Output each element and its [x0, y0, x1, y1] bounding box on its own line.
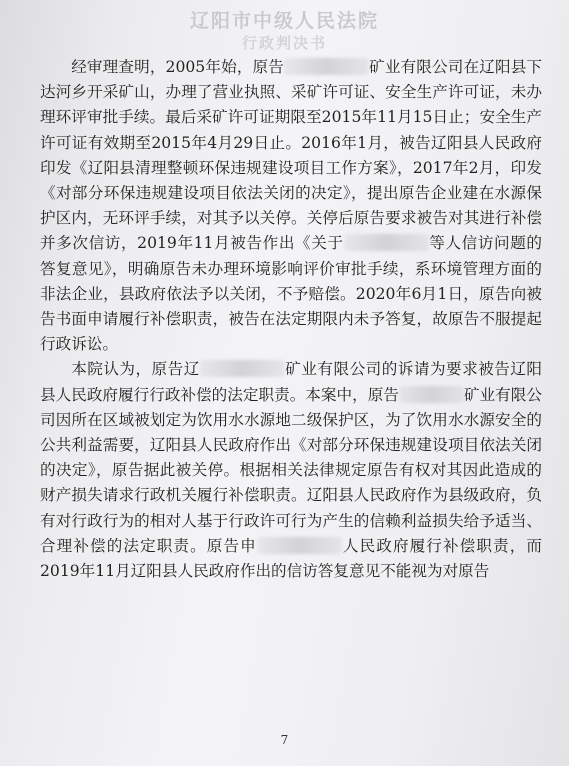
text-segment: 等人信访问题的答复意见》，明确原告未办理环境影响评价审批手续，系环境管理方面的非法企业，县政府依法予以关闭，不予赔偿。2020年6月1日，原告向被告书面申请履行补偿职责，被告在法定期限内未予答复，故原告不服提起行政诉讼。	[40, 234, 542, 354]
text-segment: 矿业有限公司在辽阳县下达河乡开采矿山，办理了营业执照、采矿许可证、安全生产许可证，未办理环评审批手续。最后采矿许可证期限至2015年11月15日止；安全生产许可证有效期至2015年4月29日止。2016年1月，被告辽阳县人民政府印发《辽阳县清理整顿环保违规建设项目工作方案》，2017年2月，印发《对部分环保违规建设项目依法关闭的决定》，提出原告企业建在水源保护区内，无环评手续，对其予以关停。关停后原告要求被告对其进行补偿并多次信访，2019年11月被告作出《关于	[40, 58, 542, 253]
redaction-blur	[257, 537, 342, 554]
text-segment: 经审理查明，2005年始，原告	[71, 58, 284, 76]
faded-document-title: 行政判决书	[241, 34, 327, 52]
redaction-blur	[344, 234, 429, 251]
page-number: 7	[280, 733, 289, 747]
text-segment: 人民政府履行补偿职责，而2019年11月辽阳县人民政府作出的信访答复意见不能视为对原告	[40, 536, 542, 581]
judgment-body	[40, 55, 542, 584]
text-segment: 本院认为，原告辽	[71, 360, 200, 379]
text-segment: 矿业有限公司因所在区域被划定为饮用水水源地二级保护区，为了饮用水水源安全的公共利益需要，辽阳县人民政府作出《对部分环保违规建设项目依法关闭的决定》，原告据此被关停。根据相关法律规定原告有权对其因此造成的财产损失请求行政机关履行补偿职责。辽阳县人民政府作为县级政府，负有对行政行为的相对人基于行政许可行为产生的信赖利益损失给予适当、合理补偿的法定职责。原告申	[40, 385, 542, 555]
redaction-blur	[200, 360, 285, 377]
court-opinion-paragraph	[40, 357, 542, 584]
text-segment: 矿业有限公司的诉请为要求被告辽阳县人民政府履行行政补偿的法定职责。本案中，原告	[40, 360, 542, 404]
findings-paragraph	[40, 55, 542, 357]
faded-court-header: 辽阳市中级人民法院	[189, 10, 379, 32]
redaction-blur	[284, 58, 369, 75]
redaction-blur	[399, 386, 464, 403]
